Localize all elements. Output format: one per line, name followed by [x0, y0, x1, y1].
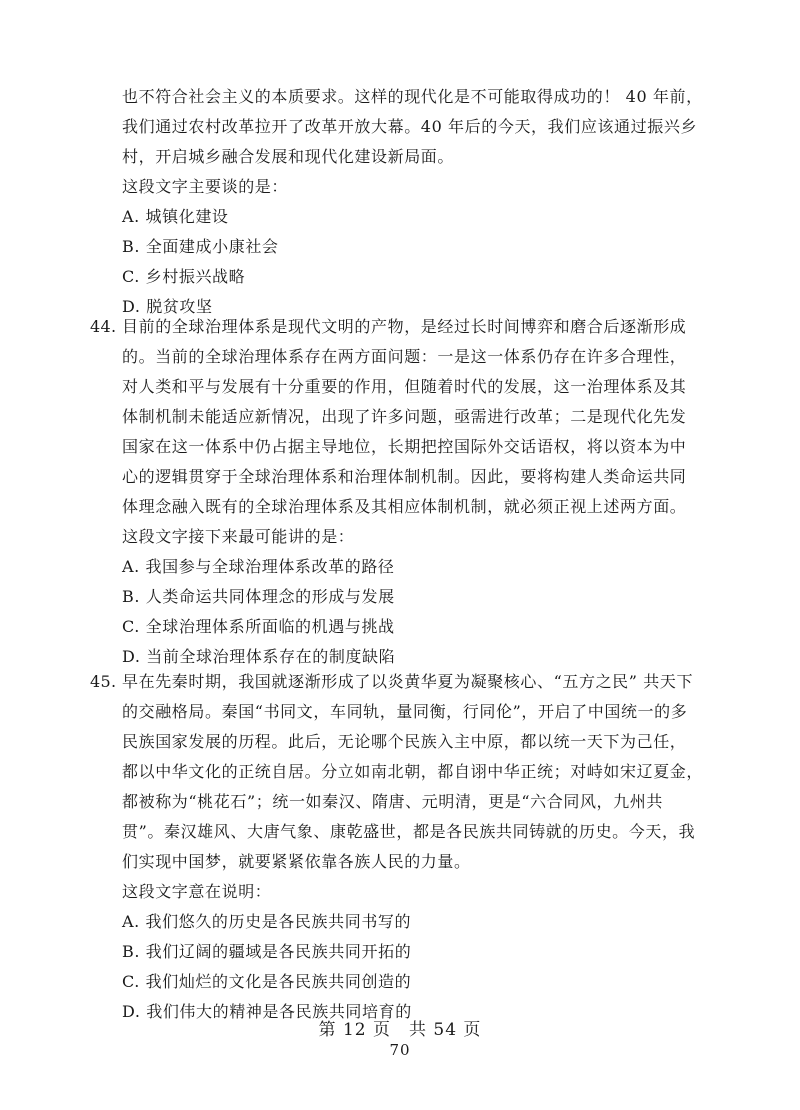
passage-line	[90, 312, 702, 342]
passage-text: 目前的全球治理体系是现代文明的产物，是经过长时间博弈和磨合后逐渐形成	[122, 317, 687, 336]
page-number: 70	[389, 1041, 411, 1059]
question-prompt: 这段文字接下来最可能讲的是：	[122, 527, 355, 546]
question-number: 44.	[90, 317, 117, 336]
passage-line: 村，开启城乡融合发展和现代化建设新局面。	[122, 147, 455, 166]
passage-line: 们实现中国梦，就要紧紧依靠各族人民的力量。	[122, 852, 471, 871]
option-b: B. 我们辽阔的疆域是各民族共同开拓的	[122, 942, 412, 961]
option-b: B. 人类命运共同体理念的形成与发展	[122, 587, 395, 606]
passage-line: 体制机制未能适应新情况，出现了许多问题，亟需进行改革；二是现代化先发	[122, 407, 687, 426]
passage-line: 体理念融入既有的全球治理体系及其相应体制机制，就必须正视上述两方面。	[122, 497, 687, 516]
page-count-label: 第 12 页 共 54 页	[318, 1020, 482, 1040]
passage-line: 我们通过农村改革拉开了改革开放大幕。40 年后的今天，我们应该通过振兴乡	[122, 117, 698, 136]
passage-line: 对人类和平与发展有十分重要的作用，但随着时代的发展，这一治理体系及其	[122, 377, 687, 396]
option-a: A. 我国参与全球治理体系改革的路径	[122, 557, 395, 576]
option-c: C. 乡村振兴战略	[122, 267, 246, 286]
option-c: C. 全球治理体系所面临的机遇与挑战	[122, 617, 395, 636]
passage-line	[90, 667, 702, 697]
option-d: D. 脱贫攻坚	[122, 297, 213, 316]
passage-line: 都被称为“桃花石”；统一如秦汉、隋唐、元明清，更是“六合同风，九州共	[122, 792, 663, 811]
passage-line: 的交融格局。秦国“书同文，车同轨，量同衡，行同伦”，开启了中国统一的多	[122, 702, 688, 721]
passage-line: 贯”。秦汉雄风、大唐气象、康乾盛世，都是各民族共同铸就的历史。今天，我	[122, 822, 696, 841]
passage-line: 国家在这一体系中仍占据主导地位，长期把控国际外交话语权，将以资本为中	[122, 437, 687, 456]
passage-text: 早在先秦时期，我国就逐渐形成了以炎黄华夏为凝聚核心、“五方之民” 共天下	[122, 672, 694, 691]
passage-line: 都以中华文化的正统自居。分立如南北朝，都自诩中华正统；对峙如宋辽夏金，	[122, 762, 704, 781]
passage-line: 心的逻辑贯穿于全球治理体系和治理体制机制。因此，要将构建人类命运共同	[122, 467, 687, 486]
option-d: D. 当前全球治理体系存在的制度缺陷	[122, 647, 396, 666]
question-prompt: 这段文字主要谈的是：	[122, 177, 289, 196]
option-a: A. 城镇化建设	[122, 207, 229, 226]
option-d: D. 我们伟大的精神是各民族共同培育的	[122, 1002, 412, 1021]
passage-line: 的。当前的全球治理体系存在两方面问题：一是这一体系仍存在许多合理性，	[122, 347, 687, 366]
question-43-continuation	[122, 82, 702, 322]
passage-line: 民族国家发展的历程。此后，无论哪个民族入主中原，都以统一天下为己任，	[122, 732, 687, 751]
question-number: 45.	[90, 672, 117, 691]
question-45	[90, 667, 704, 1027]
option-b: B. 全面建成小康社会	[122, 237, 279, 256]
option-a: A. 我们悠久的历史是各民族共同书写的	[122, 912, 412, 931]
question-prompt: 这段文字意在说明：	[122, 882, 272, 901]
option-c: C. 我们灿烂的文化是各民族共同创造的	[122, 972, 412, 991]
question-44	[90, 312, 702, 672]
passage-line: 也不符合社会主义的本质要求。这样的现代化是不可能取得成功的！ 40 年前，	[122, 87, 703, 106]
